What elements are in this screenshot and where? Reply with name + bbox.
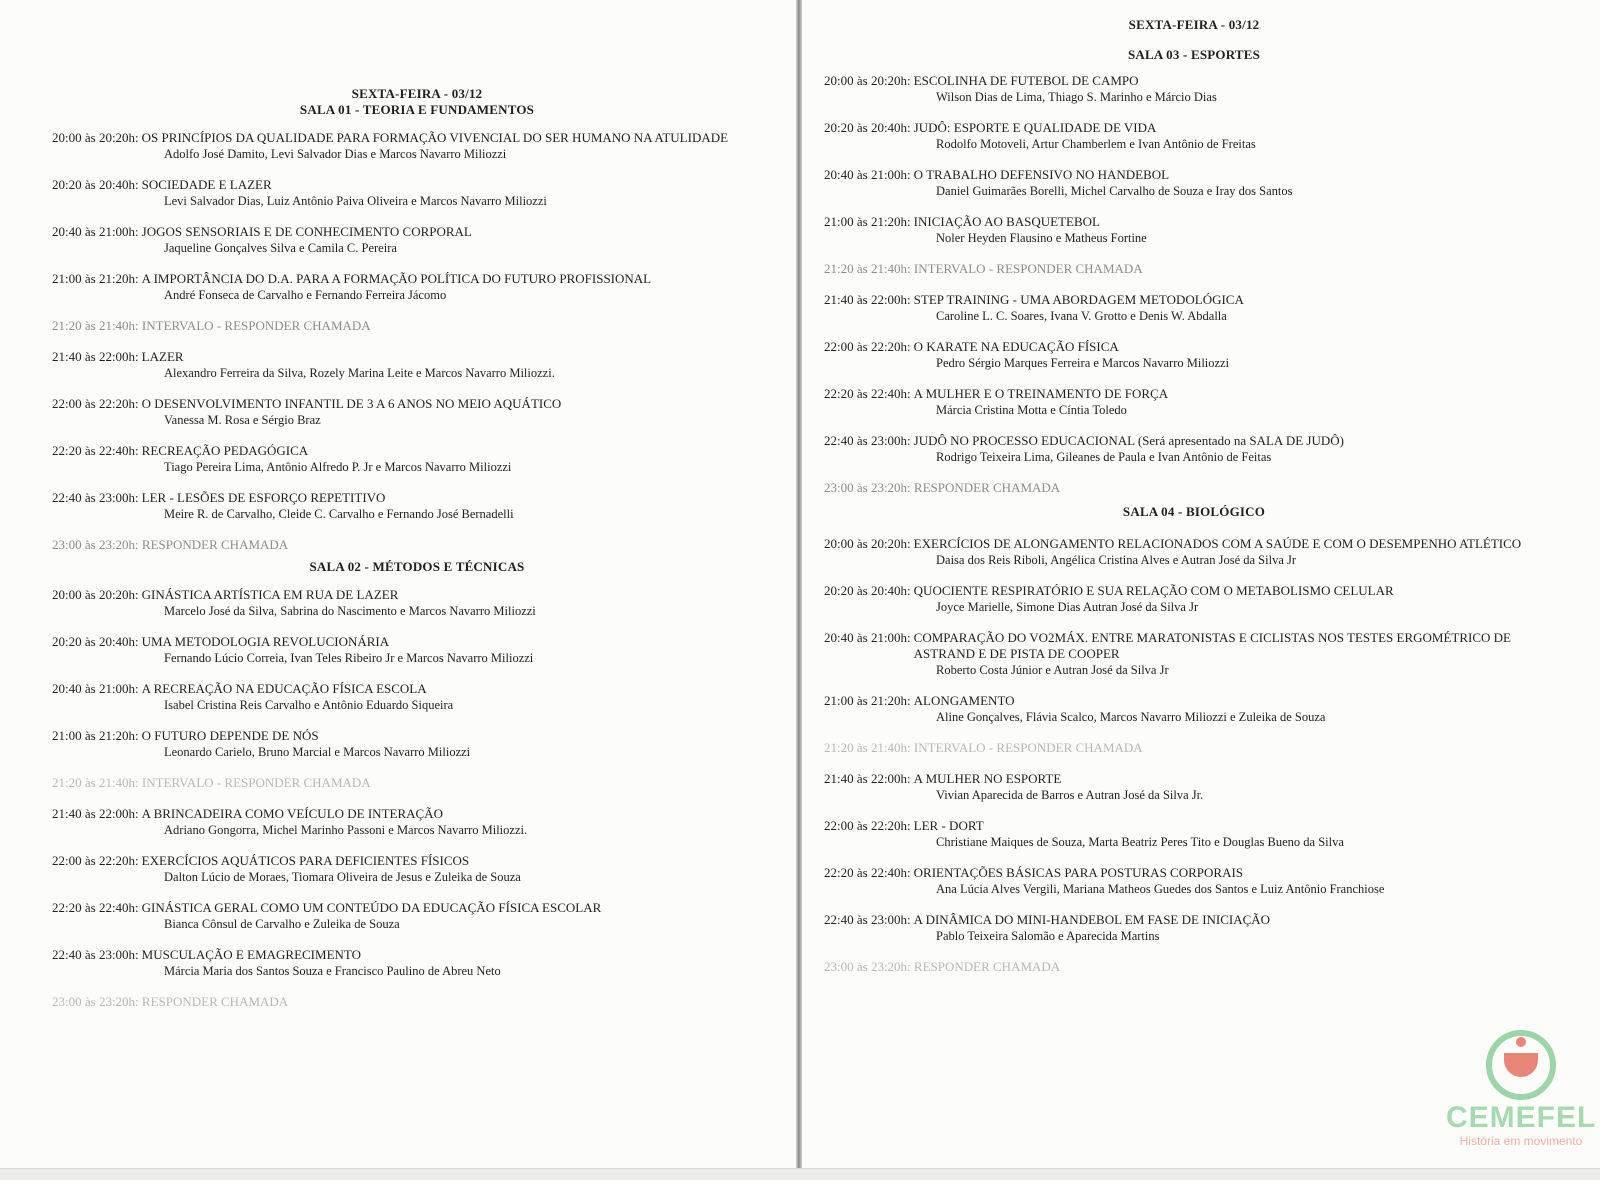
session-title: ESCOLINHA DE FUTEBOL DE CAMPO <box>913 73 1139 88</box>
cemefel-logo <box>1446 1030 1596 1165</box>
sala01-list-b <box>52 349 782 522</box>
sala02-list <box>52 587 782 760</box>
session-line <box>824 433 1564 449</box>
session-authors: Noler Heyden Flausino e Matheus Fortine <box>936 231 1147 245</box>
end-line: 23:00 às 23:20h: RESPONDER CHAMADA <box>52 537 289 552</box>
session-title: INICIAÇÃO AO BASQUETEBOL <box>913 214 1101 229</box>
session-title: UMA METODOLOGIA REVOLUCIONÁRIA <box>141 634 390 649</box>
session-time: 20:20 às 20:40h: <box>824 583 911 598</box>
session-line <box>52 349 782 365</box>
session-line <box>824 292 1564 308</box>
session-item <box>52 490 782 522</box>
left-schedule <box>52 86 782 1025</box>
session-item <box>52 396 782 428</box>
session-time: 20:00 às 20:20h: <box>824 73 911 88</box>
session-time: 22:00 às 22:20h: <box>824 339 911 354</box>
session-time: 21:40 às 22:00h: <box>52 349 139 364</box>
day-heading: SEXTA-FEIRA - 03/12 <box>1128 17 1260 32</box>
session-line <box>824 865 1564 881</box>
session-line <box>52 900 782 916</box>
session-authors: Tiago Pereira Lima, Antônio Alfredo P. Jr e Marcos Navarro Miliozzi <box>164 460 512 474</box>
session-title: A DINÂMICA DO MINI-HANDEBOL EM FASE DE INICIAÇÃO <box>913 912 1271 927</box>
session-authors: Márcia Maria dos Santos Souza e Francisco Paulino de Abreu Neto <box>164 964 501 978</box>
session-time: 20:20 às 20:40h: <box>52 634 139 649</box>
session-item <box>824 865 1564 897</box>
session-item <box>52 587 782 619</box>
left-header <box>52 86 782 118</box>
session-item <box>52 177 782 209</box>
reader-icon <box>1486 1030 1556 1100</box>
session-line <box>824 630 1564 662</box>
interval-line: 21:20 às 21:40h: INTERVALO - RESPONDER CHAMADA <box>52 318 371 333</box>
session-item <box>824 818 1564 850</box>
session-item <box>52 728 782 760</box>
session-authors: Christiane Maiques de Souza, Marta Beatriz Peres Tito e Douglas Bueno da Silva <box>936 835 1344 849</box>
session-authors: Rodrigo Teixeira Lima, Gileanes de Paula e Ivan Antônio de Feitas <box>936 450 1272 464</box>
session-line <box>824 693 1564 709</box>
session-time: 21:00 às 21:20h: <box>824 693 911 708</box>
session-title: ALONGAMENTO <box>913 693 1015 708</box>
session-time: 21:00 às 21:20h: <box>52 728 139 743</box>
session-time: 21:40 às 22:00h: <box>52 806 139 821</box>
session-time: 20:00 às 20:20h: <box>52 587 139 602</box>
sala04-list-b <box>824 771 1564 944</box>
session-line <box>824 73 1564 89</box>
session-item <box>824 536 1564 568</box>
session-title: JUDÔ: ESPORTE E QUALIDADE DE VIDA <box>913 120 1157 135</box>
session-title: STEP TRAINING - UMA ABORDAGEM METODOLÓGICA <box>913 292 1244 307</box>
session-line <box>824 120 1564 136</box>
session-line <box>824 583 1564 599</box>
session-authors: Wilson Dias de Lima, Thiago S. Marinho e Márcio Dias <box>936 90 1217 104</box>
session-title: O TRABALHO DEFENSIVO NO HANDEBOL <box>913 167 1170 182</box>
session-title: EXERCÍCIOS DE ALONGAMENTO RELACIONADOS COM A SAÚDE E COM O DESEMPENHO ATLÉTICO <box>913 536 1522 551</box>
session-item <box>824 292 1564 324</box>
session-authors: Meire R. de Carvalho, Cleide C. Carvalho e Fernando José Bernadelli <box>164 507 514 521</box>
session-item <box>824 214 1564 246</box>
end-line: 23:00 às 23:20h: RESPONDER CHAMADA <box>52 994 289 1009</box>
session-item <box>52 900 782 932</box>
session-time: 21:00 às 21:20h: <box>824 214 911 229</box>
session-item <box>824 386 1564 418</box>
session-title: MUSCULAÇÃO E EMAGRECIMENTO <box>141 947 361 962</box>
session-time: 22:20 às 22:40h: <box>52 900 139 915</box>
session-authors: Vivian Aparecida de Barros e Autran José da Silva Jr. <box>936 788 1204 802</box>
session-authors: Jaqueline Gonçalves Silva e Camila C. Pereira <box>164 241 397 255</box>
interval-line: 21:20 às 21:40h: INTERVALO - RESPONDER CHAMADA <box>824 740 1143 755</box>
session-authors: Daniel Guimarães Borelli, Michel Carvalho de Souza e Iray dos Santos <box>936 184 1293 198</box>
session-authors: Marcelo José da Silva, Sabrina do Nascimento e Marcos Navarro Miliozzi <box>164 604 536 618</box>
session-authors: Pedro Sérgio Marques Ferreira e Marcos Navarro Miliozzi <box>936 356 1230 370</box>
end-line: 23:00 às 23:20h: RESPONDER CHAMADA <box>824 959 1061 974</box>
session-item <box>824 339 1564 371</box>
session-item <box>52 853 782 885</box>
session-line <box>824 912 1564 928</box>
session-line <box>824 339 1564 355</box>
session-time: 20:40 às 21:00h: <box>52 224 139 239</box>
session-item <box>52 130 782 162</box>
session-time: 20:20 às 20:40h: <box>824 120 911 135</box>
session-authors: Bianca Cônsul de Carvalho e Zuleika de Souza <box>164 917 400 931</box>
session-authors: Ana Lúcia Alves Vergili, Mariana Matheos Guedes dos Santos e Luiz Antônio Franchiose <box>936 882 1385 896</box>
session-item <box>52 947 782 979</box>
session-authors: Márcia Cristina Motta e Cíntia Toledo <box>936 403 1127 417</box>
session-line <box>52 224 782 240</box>
session-time: 20:40 às 21:00h: <box>824 167 911 182</box>
room-heading: SALA 04 - BIOLÓGICO <box>1122 504 1266 519</box>
session-line <box>824 386 1564 402</box>
room-heading: SALA 03 - ESPORTES <box>1127 47 1261 62</box>
sala03-list <box>824 73 1564 246</box>
session-line <box>824 536 1564 552</box>
session-time: 22:40 às 23:00h: <box>52 947 139 962</box>
session-time: 22:20 às 22:40h: <box>824 386 911 401</box>
sala04-list <box>824 536 1564 725</box>
session-authors: Pablo Teixeira Salomão e Aparecida Martins <box>936 929 1160 943</box>
session-line <box>52 806 782 822</box>
session-item <box>52 349 782 381</box>
session-authors: Isabel Cristina Reis Carvalho e Antônio Eduardo Siqueira <box>164 698 454 712</box>
session-line <box>52 271 782 287</box>
session-item <box>824 73 1564 105</box>
end-line: 23:00 às 23:20h: RESPONDER CHAMADA <box>824 480 1061 495</box>
session-title: A MULHER E O TREINAMENTO DE FORÇA <box>913 386 1169 401</box>
session-authors: Caroline L. C. Soares, Ivana V. Grotto e Denis W. Abdalla <box>936 309 1227 323</box>
session-time: 21:00 às 21:20h: <box>52 271 139 286</box>
session-item <box>824 120 1564 152</box>
session-title: O FUTURO DEPENDE DE NÓS <box>141 728 319 743</box>
interval-line: 21:20 às 21:40h: INTERVALO - RESPONDER CHAMADA <box>824 261 1143 276</box>
session-title: O DESENVOLVIMENTO INFANTIL DE 3 A 6 ANOS NO MEIO AQUÁTICO <box>141 396 562 411</box>
session-line <box>52 853 782 869</box>
session-title: JOGOS SENSORIAIS E DE CONHECIMENTO CORPORAL <box>141 224 472 239</box>
session-item <box>824 771 1564 803</box>
session-authors: Vanessa M. Rosa e Sérgio Braz <box>164 413 321 427</box>
session-title: O KARATE NA EDUCAÇÃO FÍSICA <box>913 339 1119 354</box>
session-time: 20:00 às 20:20h: <box>824 536 911 551</box>
bottom-edge <box>0 1168 1600 1180</box>
session-item <box>52 681 782 713</box>
session-title: A IMPORTÂNCIA DO D.A. PARA A FORMAÇÃO POLÍTICA DO FUTURO PROFISSIONAL <box>141 271 652 286</box>
session-authors: Joyce Marielle, Simone Dias Autran José da Silva Jr <box>936 600 1199 614</box>
session-title: OS PRINCÍPIOS DA QUALIDADE PARA FORMAÇÃO VIVENCIAL DO SER HUMANO NA ATULIDADE <box>141 130 729 145</box>
session-time: 21:40 às 22:00h: <box>824 771 911 786</box>
session-item <box>52 443 782 475</box>
interval-line: 21:20 às 21:40h: INTERVALO - RESPONDER CHAMADA <box>52 775 371 790</box>
session-time: 20:00 às 20:20h: <box>52 130 139 145</box>
session-title: ORIENTAÇÕES BÁSICAS PARA POSTURAS CORPORAIS <box>913 865 1244 880</box>
session-item <box>824 167 1564 199</box>
session-time: 22:40 às 23:00h: <box>824 433 911 448</box>
session-title: GINÁSTICA ARTÍSTICA EM RUA DE LAZER <box>141 587 399 602</box>
session-authors: Levi Salvador Dias, Luiz Antônio Paiva Oliveira e Marcos Navarro Miliozzi <box>164 194 547 208</box>
session-item <box>52 634 782 666</box>
session-item <box>824 583 1564 615</box>
session-line <box>52 681 782 697</box>
session-authors: Roberto Costa Júnior e Autran José da Silva Jr <box>936 663 1169 677</box>
session-time: 20:40 às 21:00h: <box>52 681 139 696</box>
session-line <box>52 490 782 506</box>
session-authors: Rodolfo Motoveli, Artur Chamberlem e Ivan Antônio de Freitas <box>936 137 1256 151</box>
session-line <box>824 167 1564 183</box>
session-time: 22:00 às 22:20h: <box>52 396 139 411</box>
page-fold <box>796 0 802 1179</box>
session-title: GINÁSTICA GERAL COMO UM CONTEÚDO DA EDUCAÇÃO FÍSICA ESCOLAR <box>141 900 602 915</box>
day-heading: SEXTA-FEIRA - 03/12 <box>351 86 483 101</box>
session-authors: Leonardo Carielo, Bruno Marcial e Marcos Navarro Miliozzi <box>164 745 471 759</box>
session-title: QUOCIENTE RESPIRATÓRIO E SUA RELAÇÃO COM O METABOLISMO CELULAR <box>913 583 1394 598</box>
right-header <box>824 17 1564 63</box>
session-item <box>824 693 1564 725</box>
session-line <box>52 947 782 963</box>
session-title: A BRINCADEIRA COMO VEÍCULO DE INTERAÇÃO <box>141 806 443 821</box>
session-title: RECREAÇÃO PEDAGÓGICA <box>141 443 309 458</box>
session-authors: André Fonseca de Carvalho e Fernando Ferreira Jácomo <box>164 288 447 302</box>
session-time: 22:40 às 23:00h: <box>52 490 139 505</box>
session-item <box>824 630 1564 678</box>
right-schedule <box>824 17 1564 990</box>
sala03-list-b <box>824 292 1564 465</box>
session-line <box>52 587 782 603</box>
session-line <box>52 130 782 146</box>
session-title: SOCIEDADE E LAZER <box>141 177 272 192</box>
session-time: 22:40 às 23:00h: <box>824 912 911 927</box>
session-authors: Alexandro Ferreira da Silva, Rozely Marina Leite e Marcos Navarro Miliozzi. <box>164 366 555 380</box>
session-time: 20:40 às 21:00h: <box>824 630 911 645</box>
session-title: LER - DORT <box>913 818 984 833</box>
session-item <box>824 433 1564 465</box>
session-item <box>52 806 782 838</box>
session-line <box>824 214 1564 230</box>
session-title: EXERCÍCIOS AQUÁTICOS PARA DEFICIENTES FÍSICOS <box>141 853 470 868</box>
session-line <box>52 443 782 459</box>
session-time: 22:20 às 22:40h: <box>52 443 139 458</box>
session-item <box>52 224 782 256</box>
session-line <box>52 396 782 412</box>
session-title: A MULHER NO ESPORTE <box>913 771 1062 786</box>
session-title: LER - LESÕES DE ESFORÇO REPETITIVO <box>141 490 386 505</box>
session-line <box>824 771 1564 787</box>
session-line <box>52 728 782 744</box>
session-title: LAZER <box>141 349 184 364</box>
session-title: COMPARAÇÃO DO VO2MÁX. ENTRE MARATONISTAS E CICLISTAS NOS TESTES ERGOMÉTRICO DE ASTRAND E DE PISTA DE COOPER <box>913 630 1511 661</box>
session-line <box>52 177 782 193</box>
session-title: JUDÔ NO PROCESSO EDUCACIONAL (Será apresentado na SALA DE JUDÔ) <box>913 433 1344 448</box>
sala02-list-b <box>52 806 782 979</box>
session-line <box>52 634 782 650</box>
session-authors: Dalton Lúcio de Moraes, Tiomara Oliveira de Jesus e Zuleika de Souza <box>164 870 521 884</box>
session-authors: Adolfo José Damito, Levi Salvador Dias e Marcos Navarro Miliozzi <box>164 147 507 161</box>
session-title: A RECREAÇÃO NA EDUCAÇÃO FÍSICA ESCOLA <box>141 681 427 696</box>
session-authors: Aline Gonçalves, Flávia Scalco, Marcos Navarro Miliozzi e Zuleika de Souza <box>936 710 1326 724</box>
session-time: 21:40 às 22:00h: <box>824 292 911 307</box>
session-time: 22:20 às 22:40h: <box>824 865 911 880</box>
session-time: 20:20 às 20:40h: <box>52 177 139 192</box>
session-authors: Adriano Gongorra, Michel Marinho Passoni e Marcos Navarro Miliozzi. <box>164 823 528 837</box>
session-time: 22:00 às 22:20h: <box>52 853 139 868</box>
session-time: 22:00 às 22:20h: <box>824 818 911 833</box>
room-heading: SALA 01 - TEORIA E FUNDAMENTOS <box>299 102 535 117</box>
session-line <box>824 818 1564 834</box>
session-authors: Daisa dos Reis Riboli, Angélica Cristina Alves e Autran José da Silva Jr <box>936 553 1297 567</box>
sala01-list <box>52 130 782 303</box>
room-heading: SALA 02 - MÉTODOS E TÉCNICAS <box>309 559 525 574</box>
logo-tagline: História em movimento <box>1459 1134 1583 1148</box>
session-item <box>824 912 1564 944</box>
session-authors: Fernando Lúcio Correia, Ivan Teles Ribeiro Jr e Marcos Navarro Miliozzi <box>164 651 534 665</box>
logo-name: CEMEFEL <box>1446 1101 1597 1134</box>
session-item <box>52 271 782 303</box>
